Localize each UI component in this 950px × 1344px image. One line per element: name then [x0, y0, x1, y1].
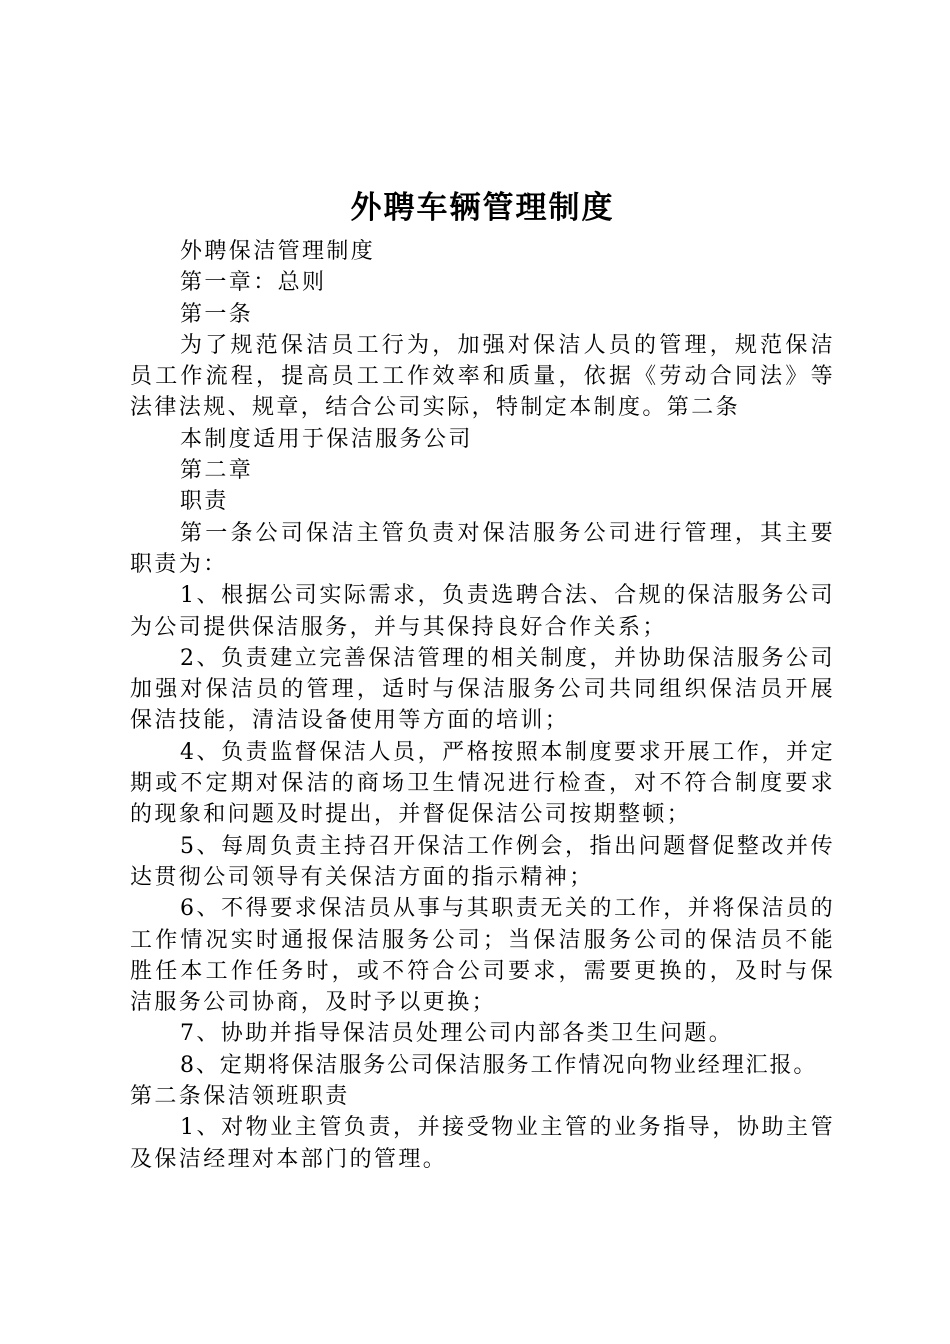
paragraph-scope: 本制度适用于保洁服务公司	[180, 426, 473, 452]
paragraph-supervisor-duties: 第一条公司保洁主管负责对保洁服务公司进行管理，其主要职责为：	[130, 520, 835, 577]
paragraph-article-2-heading: 第二条保洁领班职责	[130, 1084, 350, 1110]
paragraph-item-4: 4、负责监督保洁人员，严格按照本制度要求开展工作，并定期或不定期对保洁的商场卫生情况进行检查，对不符合制度要求的现象和问题及时提出，并督促保洁公司按期整顿；	[130, 739, 835, 828]
paragraph-chapter-1: 第一章：总则	[180, 270, 327, 296]
document-page	[130, 180, 835, 1175]
paragraph-chapter-2: 第二章	[180, 458, 254, 484]
paragraph-article-1-heading: 第一条	[180, 301, 254, 327]
paragraph-item-7: 7、协助并指导保洁员处理公司内部各类卫生问题。	[180, 1021, 734, 1047]
paragraph-item-5: 5、每周负责主持召开保洁工作例会，指出问题督促整改并传达贯彻公司领导有关保洁方面的指示精神；	[130, 833, 835, 890]
paragraph-leader-item-1: 1、对物业主管负责，并接受物业主管的业务指导，协助主管及保洁经理对本部门的管理。	[130, 1115, 835, 1172]
paragraph-item-6: 6、不得要求保洁员从事与其职责无关的工作，并将保洁员的工作情况实时通报保洁服务公司；当保洁服务公司的保洁员不能胜任本工作任务时，或不符合公司要求，需要更换的，及时与保洁服务公司协商，及时予以更换；	[130, 896, 835, 1016]
document-body	[130, 236, 835, 1175]
paragraph-duties-heading: 职责	[180, 489, 229, 515]
paragraph-item-1: 1、根据公司实际需求，负责选聘合法、合规的保洁服务公司为公司提供保洁服务，并与其保持良好合作关系；	[130, 583, 835, 640]
paragraph-purpose: 为了规范保洁员工行为，加强对保洁人员的管理，规范保洁员工作流程，提高员工工作效率和质量，依据《劳动合同法》等法律法规、规章，结合公司实际，特制定本制度。第二条	[130, 332, 835, 421]
paragraph-item-2: 2、负责建立完善保洁管理的相关制度，并协助保洁服务公司加强对保洁员的管理，适时与保洁服务公司共同组织保洁员开展保洁技能，清洁设备使用等方面的培训；	[130, 645, 835, 734]
paragraph-subtitle: 外聘保洁管理制度	[180, 239, 376, 264]
document-title: 外聘车辆管理制度	[350, 190, 615, 226]
paragraph-item-8: 8、定期将保洁服务公司保洁服务工作情况向物业经理汇报。	[180, 1052, 818, 1078]
